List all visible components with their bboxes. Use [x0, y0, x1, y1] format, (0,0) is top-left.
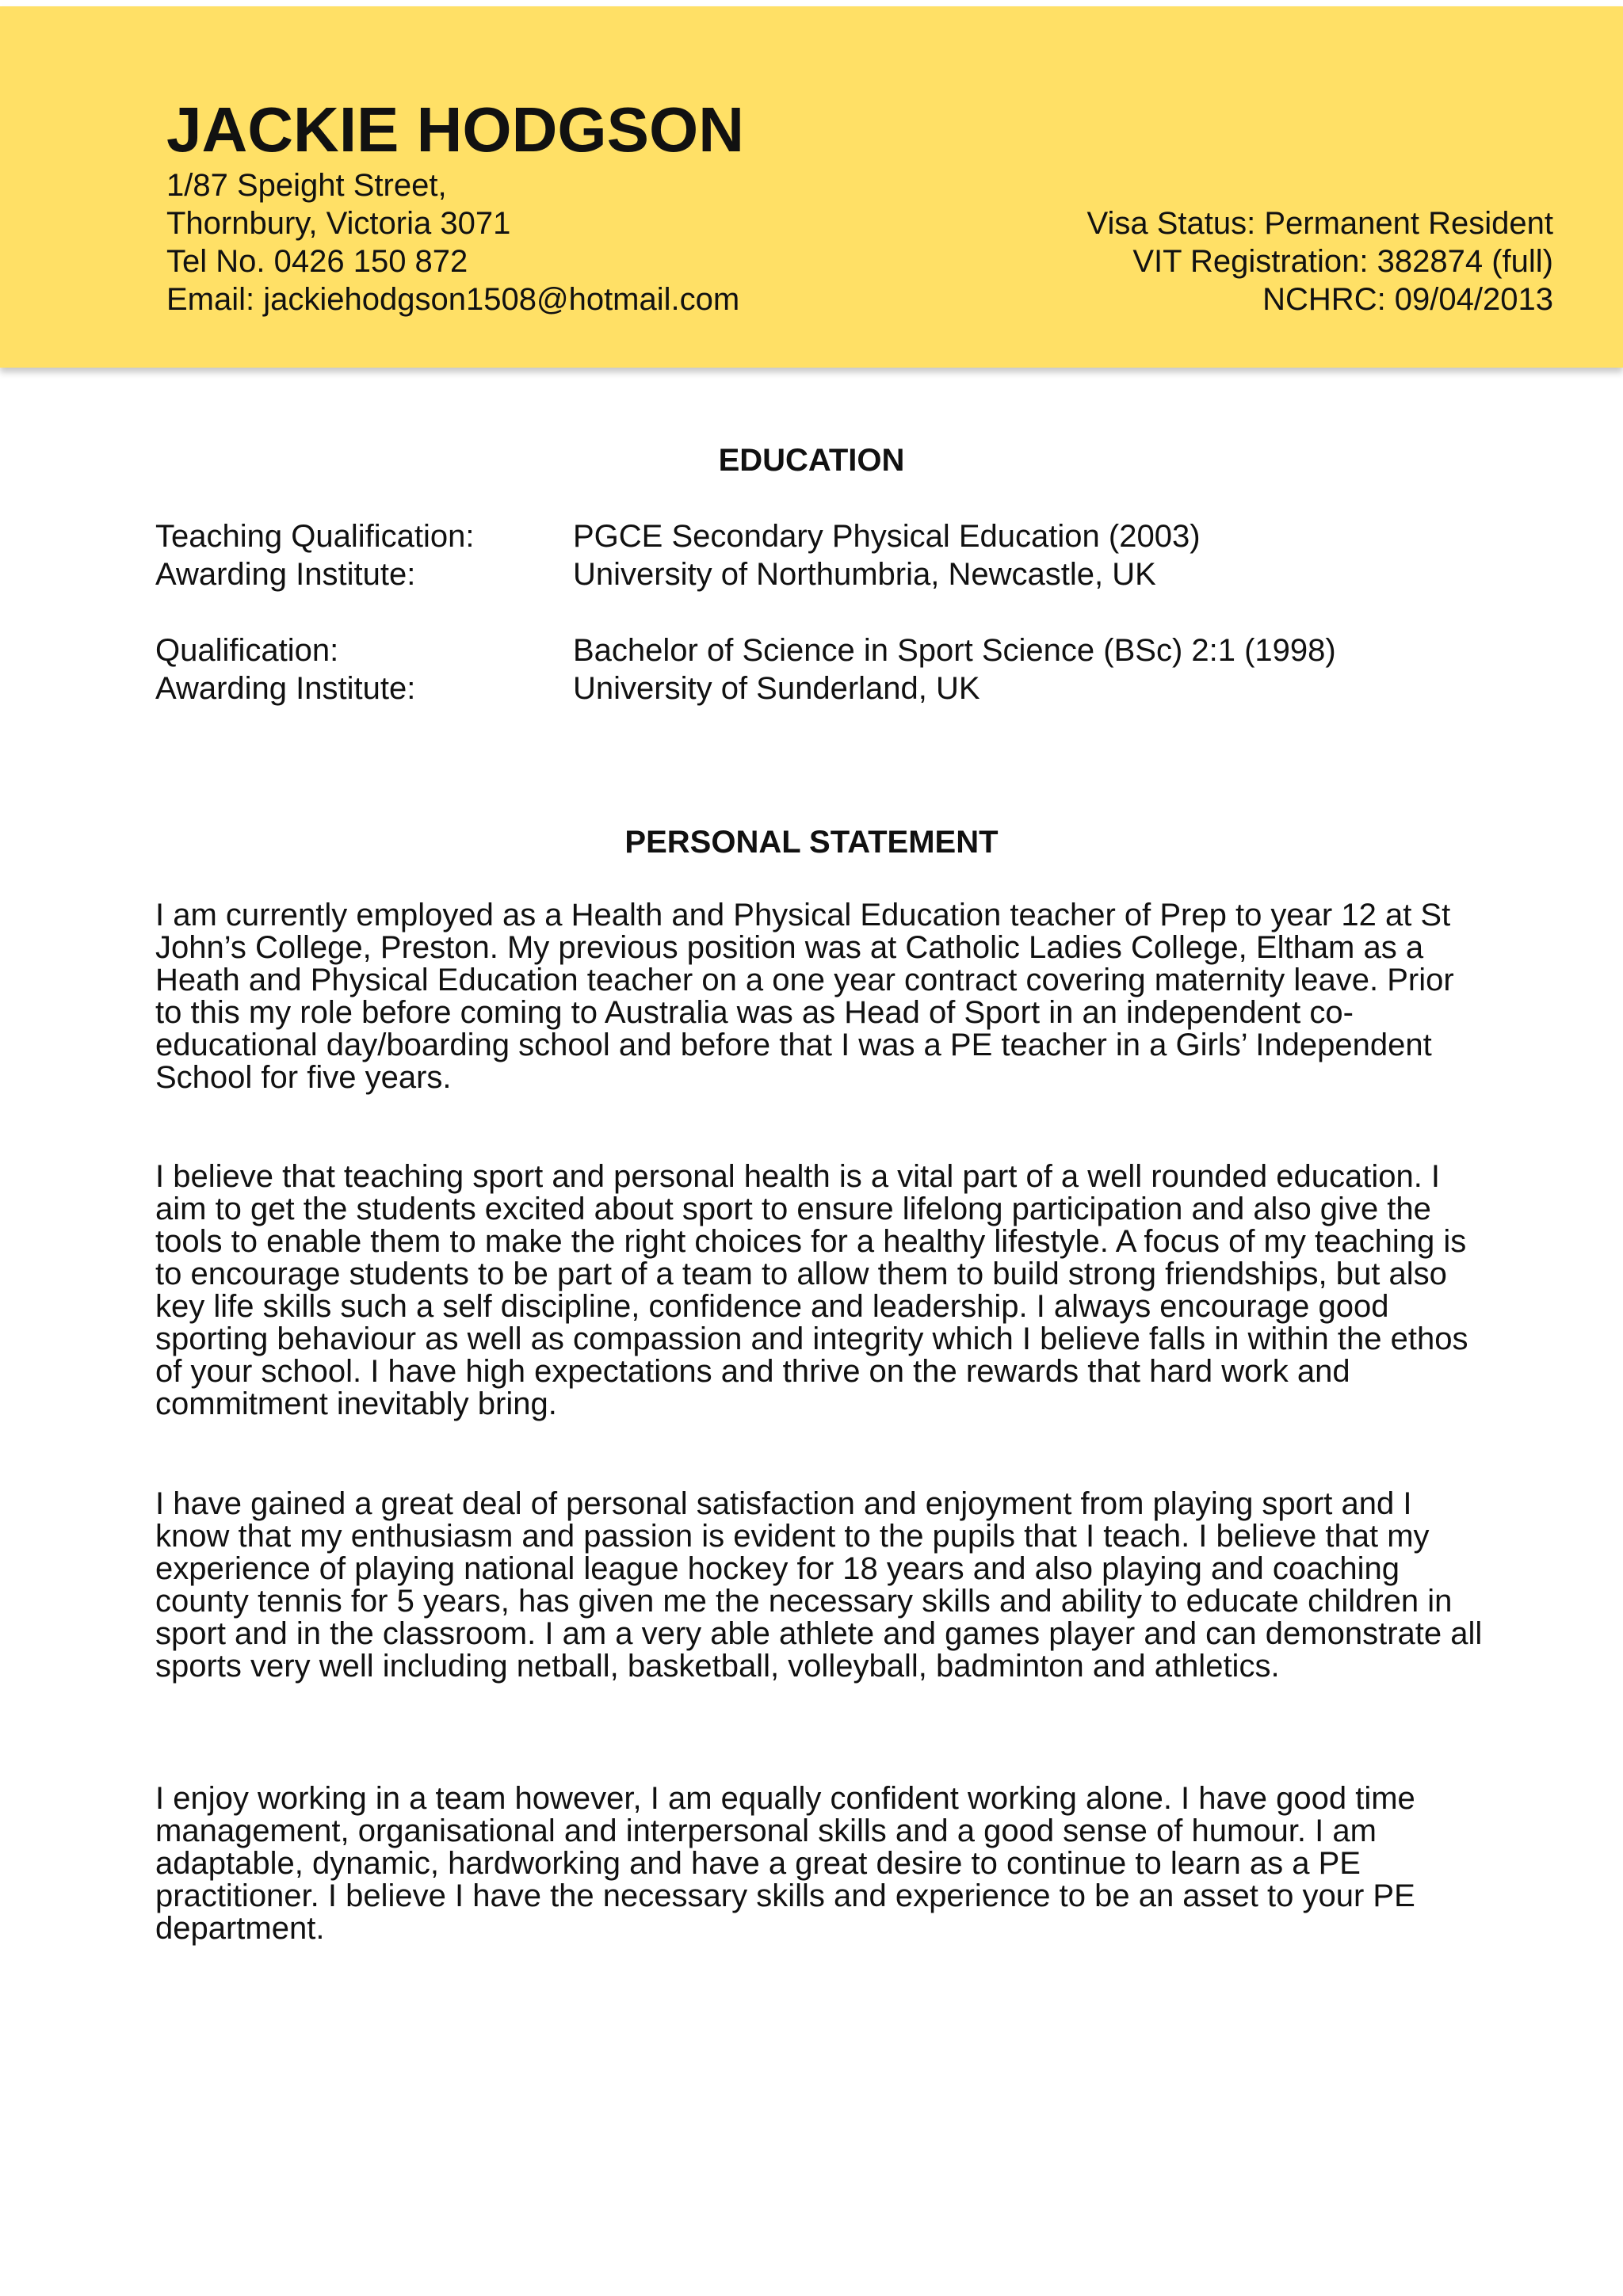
personal-statement-heading: PERSONAL STATEMENT [624, 825, 999, 860]
education-label: Awarding Institute: [155, 671, 416, 706]
education-entry [155, 517, 1201, 593]
education-row [155, 517, 1201, 555]
education-value: University of Northumbria, Newcastle, UK [573, 557, 1156, 592]
education-row [155, 669, 1336, 707]
phone-number: Tel No. 0426 150 872 [166, 244, 468, 279]
statement-paragraph: I believe that teaching sport and personal health is a vital part of a well rounded education. I aim to get the students excited about sport to ensure lifelong participation and also give the tools to enable them to make the right choices for a healthy lifestyle. A focus of my teaching is to encourage students to be part of a team to allow them to build strong friendships, but also key life skills such a self discipline, confidence and leadership. I always encourage good sporting behaviour as well as compassion and integrity which I believe falls in within the ethos of your school. I have high expectations and thrive on the rewards that hard work and commitment inevitably bring. [155, 1159, 1468, 1421]
address-line-2: Thornbury, Victoria 3071 [166, 206, 511, 241]
statement-paragraph: I am currently employed as a Health and Physical Education teacher of Prep to year 12 at St John’s College, Preston. My previous position was at Catholic Ladies College, Eltham as a Heath and Physical Education teacher on a one year contract covering maternity leave. Prior to this my role before coming to Australia was as Head of Sport in an independent co-educational day/boarding school and before that I was a PE teacher in a Girls’ Independent School for five years. [155, 898, 1454, 1095]
statement-paragraph: I enjoy working in a team however, I am equally confident working alone. I have good time management, organisational and interpersonal skills and a good sense of humour. I am adaptable, dynamic, hardworking and have a great desire to continue to learn as a PE practitioner. I believe I have the necessary skills and experience to be an asset to your PE department. [155, 1781, 1415, 1946]
registration-details [1087, 204, 1553, 318]
education-entry [155, 631, 1336, 707]
education-value: University of Sunderland, UK [573, 671, 980, 706]
candidate-name: JACKIE HODGSON [166, 94, 744, 165]
address-line-1: 1/87 Speight Street, [166, 168, 447, 203]
education-value: PGCE Secondary Physical Education (2003) [573, 519, 1201, 554]
email-address: Email: jackiehodgson1508@hotmail.com [166, 282, 740, 317]
vit-registration: VIT Registration: 382874 (full) [1132, 244, 1553, 279]
contact-details [166, 166, 739, 318]
education-label: Qualification: [155, 633, 339, 668]
statement-paragraph: I have gained a great deal of personal satisfaction and enjoyment from playing sport and I know that my enthusiasm and passion is evident to the pupils that I teach. I believe that my experience of playing national league hockey for 18 years and also playing and coaching county tennis for 5 years, has given me the necessary skills and ability to educate children in sport and in the classroom. I am a very able athlete and games player and can demonstrate all sports very well including netball, basketball, volleyball, badminton and athletics. [155, 1486, 1483, 1684]
education-row [155, 555, 1201, 593]
education-label: Awarding Institute: [155, 557, 416, 592]
nchrc-date: NCHRC: 09/04/2013 [1262, 282, 1553, 317]
education-heading: EDUCATION [718, 443, 905, 478]
education-value: Bachelor of Science in Sport Science (BSc) 2:1 (1998) [573, 633, 1336, 668]
visa-status: Visa Status: Permanent Resident [1086, 206, 1553, 241]
education-label: Teaching Qualification: [155, 519, 475, 554]
education-row [155, 631, 1336, 669]
